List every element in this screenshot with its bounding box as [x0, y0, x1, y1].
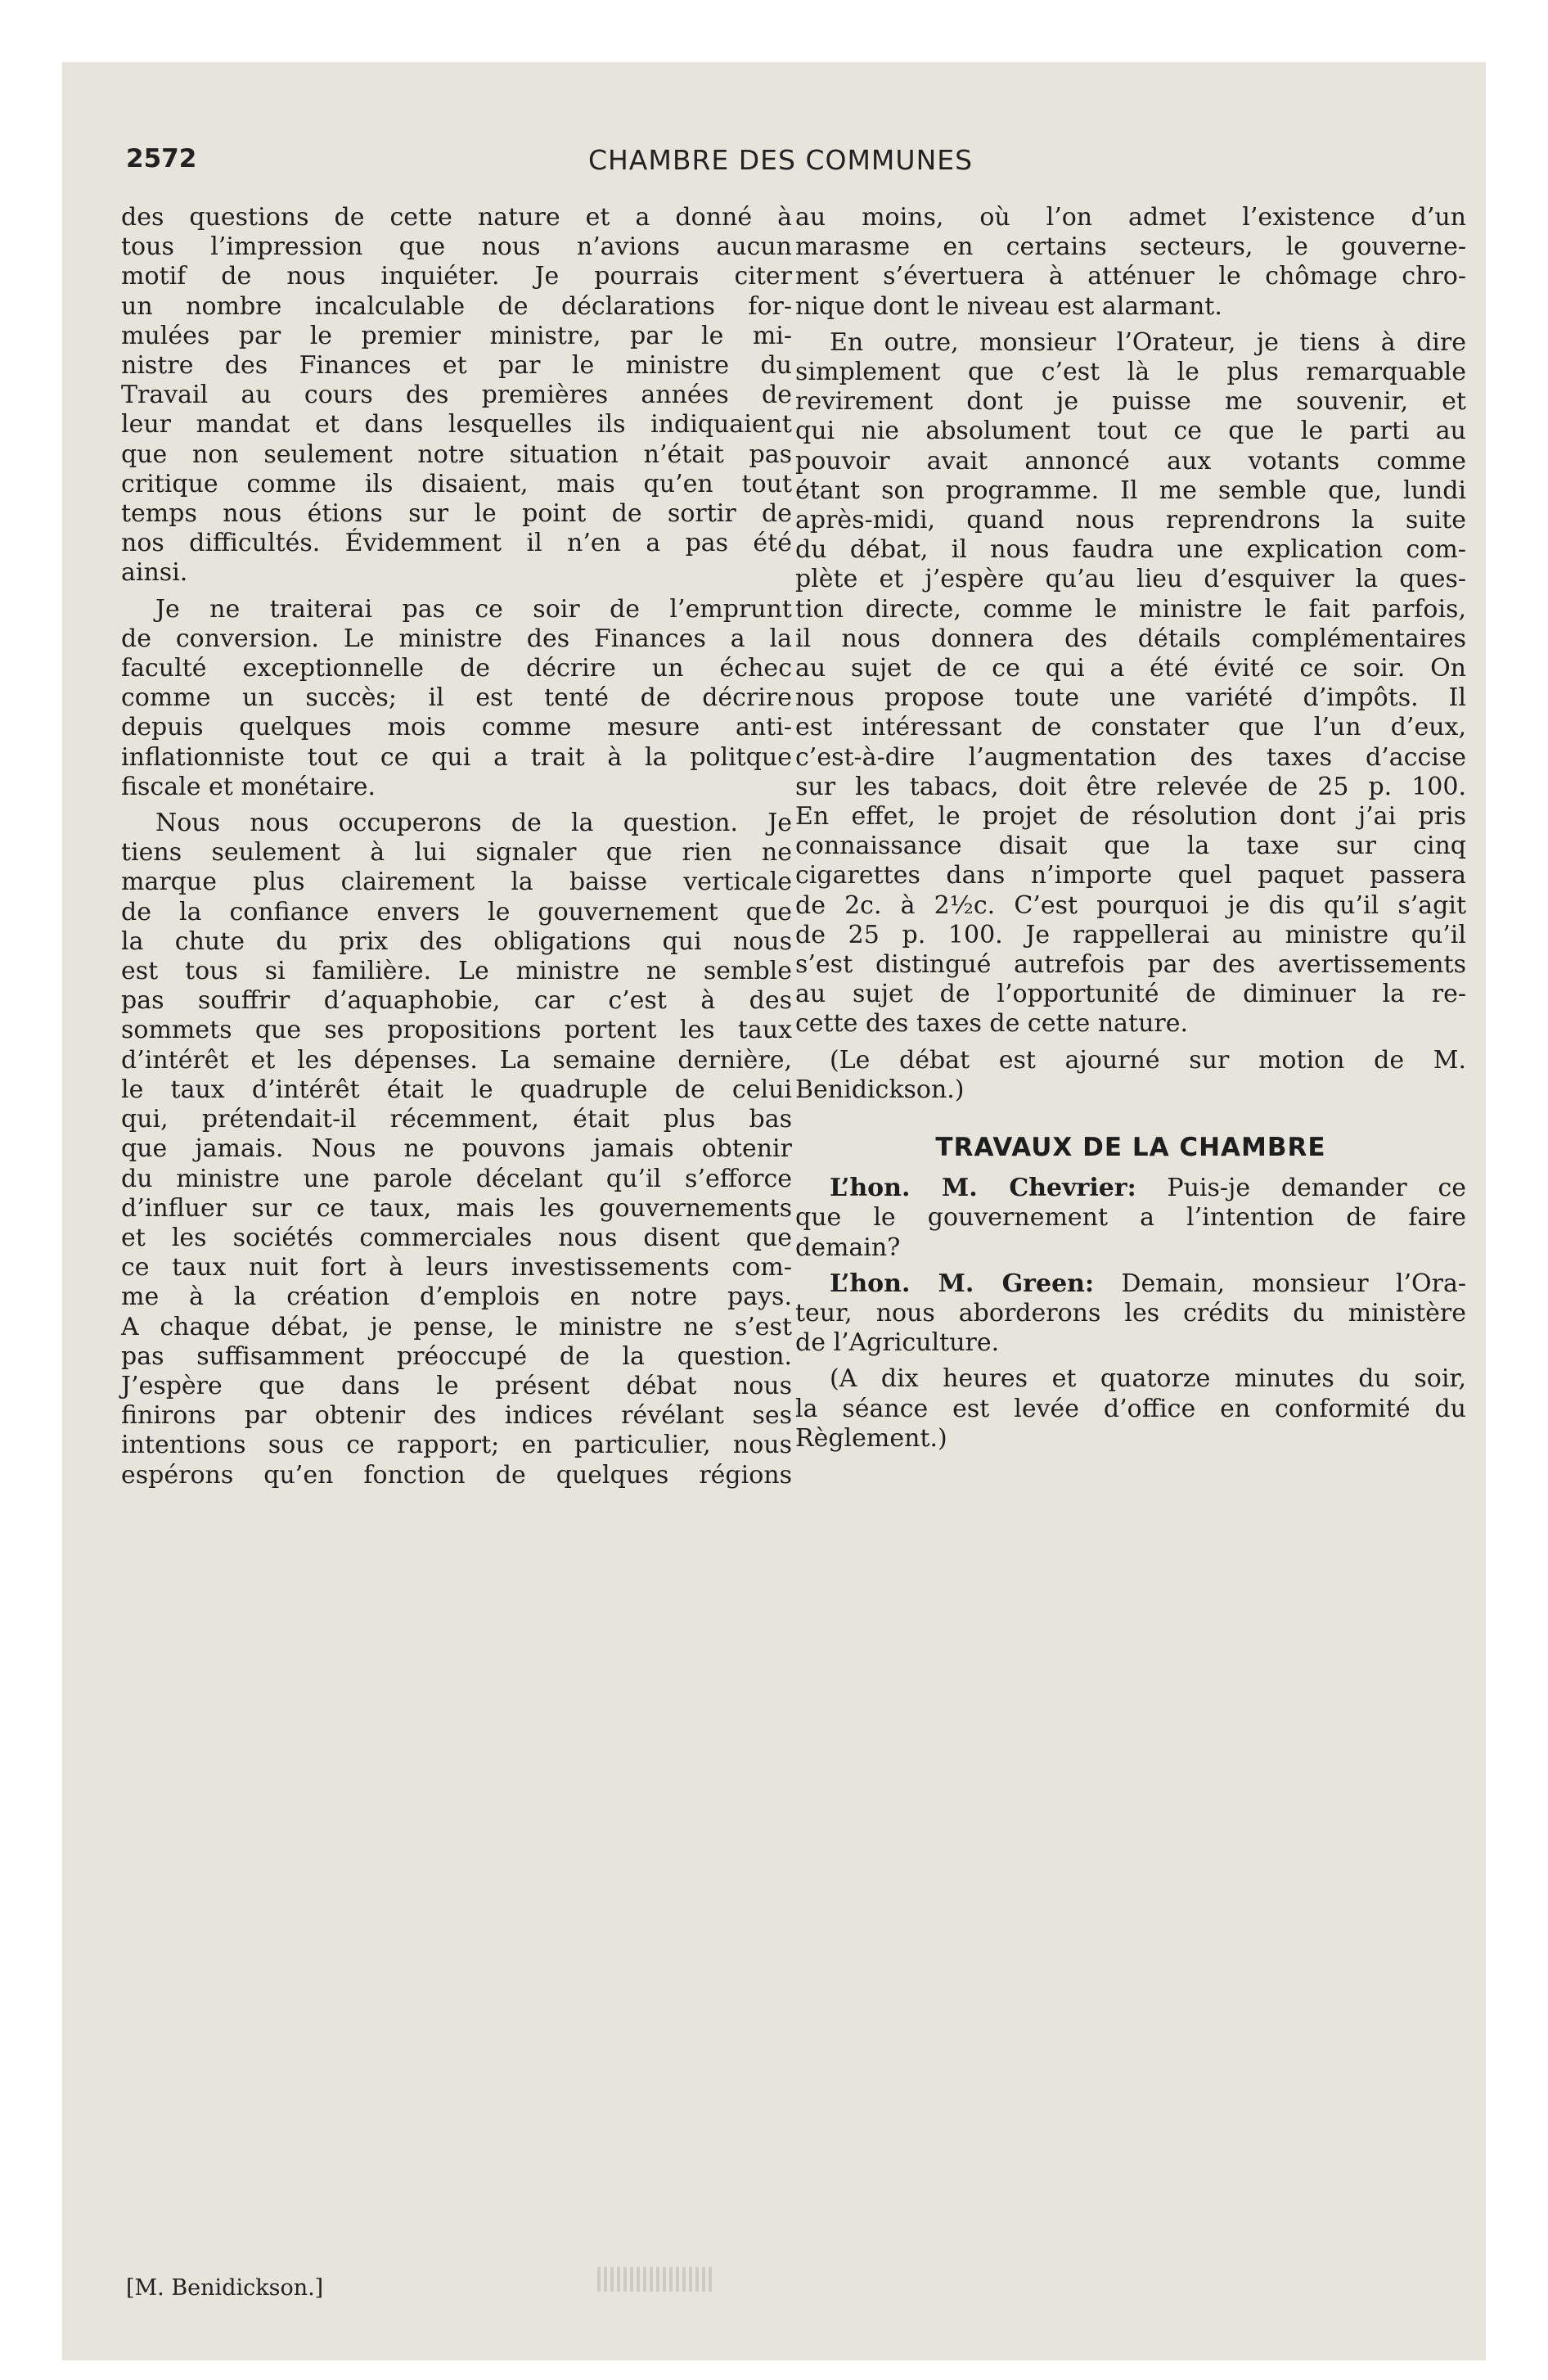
text-line: de 25 p. 100. Je rappellerai au ministre qu’il [795, 920, 1466, 949]
text-line: me à la création d’emplois en notre pays. [121, 1282, 792, 1312]
text-line: marque plus clairement la baisse verticale [121, 868, 792, 897]
text-line: intentions sous ce rapport; en particulier, nous [121, 1431, 792, 1460]
text-line: le taux d’intérêt était le quadruple de celui [121, 1075, 792, 1104]
section-heading: TRAVAUX DE LA CHAMBRE [935, 1133, 1326, 1163]
text-line: En outre, monsieur l’Orateur, je tiens à dire [830, 327, 1466, 357]
text-line: Règlement.) [795, 1423, 947, 1453]
text-line: pas souffrir d’aquaphobie, car c’est à des [121, 986, 792, 1016]
text-line: il nous donnera des détails complémentaires [795, 624, 1466, 653]
text-line: d’influer sur ce taux, mais les gouvernements [121, 1193, 792, 1223]
text-line: nique dont le niveau est alarmant. [795, 291, 1222, 321]
text-line: tion directe, comme le ministre le fait parfois, [795, 594, 1466, 624]
text-line: que le gouvernement a l’intention de faire [795, 1203, 1466, 1233]
paragraph [121, 203, 792, 588]
text-line: la séance est levée d’office en conformité du [795, 1394, 1466, 1423]
speaker-tag: [M. Benidickson.] [126, 2275, 324, 2301]
speaker-name: L’hon. M. Chevrier: [830, 1174, 1136, 1203]
text-line: cette des taxes de cette nature. [795, 1009, 1189, 1039]
paragraph [121, 809, 792, 1490]
speech-text: Puis-je demander ce [1167, 1174, 1467, 1203]
text-line: étant son programme. Il me semble que, lundi [795, 476, 1466, 505]
paragraph [795, 1364, 1466, 1454]
text-line: simplement que c’est là le plus remarquable [795, 358, 1466, 387]
text-line: ainsi. [121, 558, 188, 588]
text-line: nos difficultés. Évidemment il n’en a pas été [121, 529, 792, 558]
paragraph [121, 595, 792, 802]
text-line: et les sociétés commerciales nous disent que [121, 1223, 792, 1252]
page-header [126, 144, 1435, 193]
text-line: temps nous étions sur le point de sortir de [121, 499, 792, 529]
right-column [795, 203, 1466, 1454]
text-line: du débat, il nous faudra une explication com- [795, 535, 1466, 565]
text-line: un nombre incalculable de déclarations for- [121, 291, 792, 321]
text-line: tiens seulement à lui signaler que rien ne [121, 838, 792, 868]
text-line: Je ne traiterai pas ce soir de l’emprunt [155, 594, 792, 624]
text-line: leur mandat et dans lesquelles ils indiquaient [121, 410, 792, 439]
text-line: motif de nous inquiéter. Je pourrais citer [121, 262, 792, 291]
page-number: 2572 [126, 144, 197, 174]
text-line: teur, nous aborderons les crédits du ministère [795, 1298, 1466, 1327]
text-line: de la confiance envers le gouvernement que [121, 897, 792, 926]
text-line: du ministre une parole décelant qu’il s’efforce [121, 1164, 792, 1193]
print-smudge [597, 2267, 712, 2292]
text-line: finirons par obtenir des indices révélant ses [121, 1401, 792, 1431]
paragraph [795, 1046, 1466, 1105]
text-line: d’intérêt et les dépenses. La semaine dernière, [121, 1045, 792, 1075]
text-line: tous l’impression que nous n’avions aucun [121, 232, 792, 262]
text-line: s’est distingué autrefois par des avertissements [795, 950, 1466, 980]
left-column [121, 203, 792, 1490]
text-line: connaissance disait que la taxe sur cinq [795, 832, 1466, 861]
text-line: pouvoir avait annoncé aux votants comme [795, 446, 1466, 476]
text-line: comme un succès; il est tenté de décrire [121, 683, 792, 713]
paragraph [795, 328, 1466, 1039]
text-line: fiscale et monétaire. [121, 772, 376, 801]
text-line: c’est-à-dire l’augmentation des taxes d’accise [795, 742, 1466, 772]
text-line: cigarettes dans n’importe quel paquet passera [795, 861, 1466, 890]
text-line: de conversion. Le ministre des Finances a la [121, 624, 792, 653]
text-line: que non seulement notre situation n’était pas [121, 439, 792, 469]
text-line: des questions de cette nature et a donné à [121, 203, 792, 232]
running-head: CHAMBRE DES COMMUNES [587, 144, 974, 176]
speaker-paragraph [795, 1174, 1466, 1263]
text-line: Benidickson.) [795, 1075, 965, 1104]
text-line: demain? [795, 1233, 901, 1262]
text-line: pas suffisamment préoccupé de la question. [121, 1341, 792, 1371]
text-line: Nous nous occuperons de la question. Je [155, 809, 792, 838]
text-line [795, 1269, 1466, 1299]
text-line: est intéressant de constater que l’un d’eux, [795, 713, 1466, 742]
text-line: inflationniste tout ce qui a trait à la politque [121, 742, 792, 772]
text-line: En effet, le projet de résolution dont j’ai pris [795, 802, 1466, 832]
text-line: qui, prétendait-il récemment, était plus bas [121, 1105, 792, 1134]
text-line: J’espère que dans le présent débat nous [121, 1371, 792, 1400]
text-line: revirement dont je puisse me souvenir, et [795, 387, 1466, 417]
text-line: de l’Agriculture. [795, 1328, 1000, 1358]
speaker-name: L’hon. M. Green: [830, 1269, 1095, 1298]
text-line: que jamais. Nous ne pouvons jamais obtenir [121, 1134, 792, 1164]
text-line: espérons qu’en fonction de quelques régions [121, 1460, 792, 1490]
text-line: faculté exceptionnelle de décrire un échec [121, 654, 792, 683]
text-line: nistre des Finances et par le ministre du [121, 351, 792, 381]
text-line: qui nie absolument tout ce que le parti au [795, 417, 1466, 446]
text-line: sur les tabacs, doit être relevée de 25 p. 100. [795, 772, 1466, 801]
text-line: marasme en certains secteurs, le gouverne- [795, 232, 1466, 262]
text-line: (A dix heures et quatorze minutes du soir, [830, 1364, 1466, 1394]
speaker-paragraph [795, 1269, 1466, 1359]
text-line: au sujet de l’opportunité de diminuer la re- [795, 980, 1466, 1009]
text-line: au sujet de ce qui a été évité ce soir. On [795, 654, 1466, 683]
text-line: ce taux nuit fort à leurs investissements com- [121, 1253, 792, 1282]
paragraph [795, 203, 1466, 322]
text-line: plète et j’espère qu’au lieu d’esquiver la ques- [795, 565, 1466, 594]
text-line: mulées par le premier ministre, par le mi- [121, 321, 792, 350]
text-line: est tous si familière. Le ministre ne semble [121, 957, 792, 986]
text-line: A chaque débat, je pense, le ministre ne s’est [121, 1312, 792, 1341]
text-line: (Le débat est ajourné sur motion de M. [830, 1045, 1466, 1075]
text-line: de 2c. à 2½c. C’est pourquoi je dis qu’il s’agit [795, 890, 1466, 920]
text-line: la chute du prix des obligations qui nous [121, 926, 792, 956]
text-line: après-midi, quand nous reprendrons la suite [795, 506, 1466, 535]
text-line: nous propose toute une variété d’impôts. Il [795, 683, 1466, 713]
text-line: depuis quelques mois comme mesure anti- [121, 713, 792, 742]
text-line: critique comme ils disaient, mais qu’en tout [121, 469, 792, 498]
speech-text: Demain, monsieur l’Ora- [1121, 1269, 1466, 1298]
text-line: Travail au cours des premières années de [121, 381, 792, 410]
text-line [795, 1174, 1466, 1203]
text-line: au moins, où l’on admet l’existence d’un [795, 203, 1466, 232]
text-line: sommets que ses propositions portent les taux [121, 1016, 792, 1045]
text-line: ment s’évertuera à atténuer le chômage chro- [795, 262, 1466, 291]
